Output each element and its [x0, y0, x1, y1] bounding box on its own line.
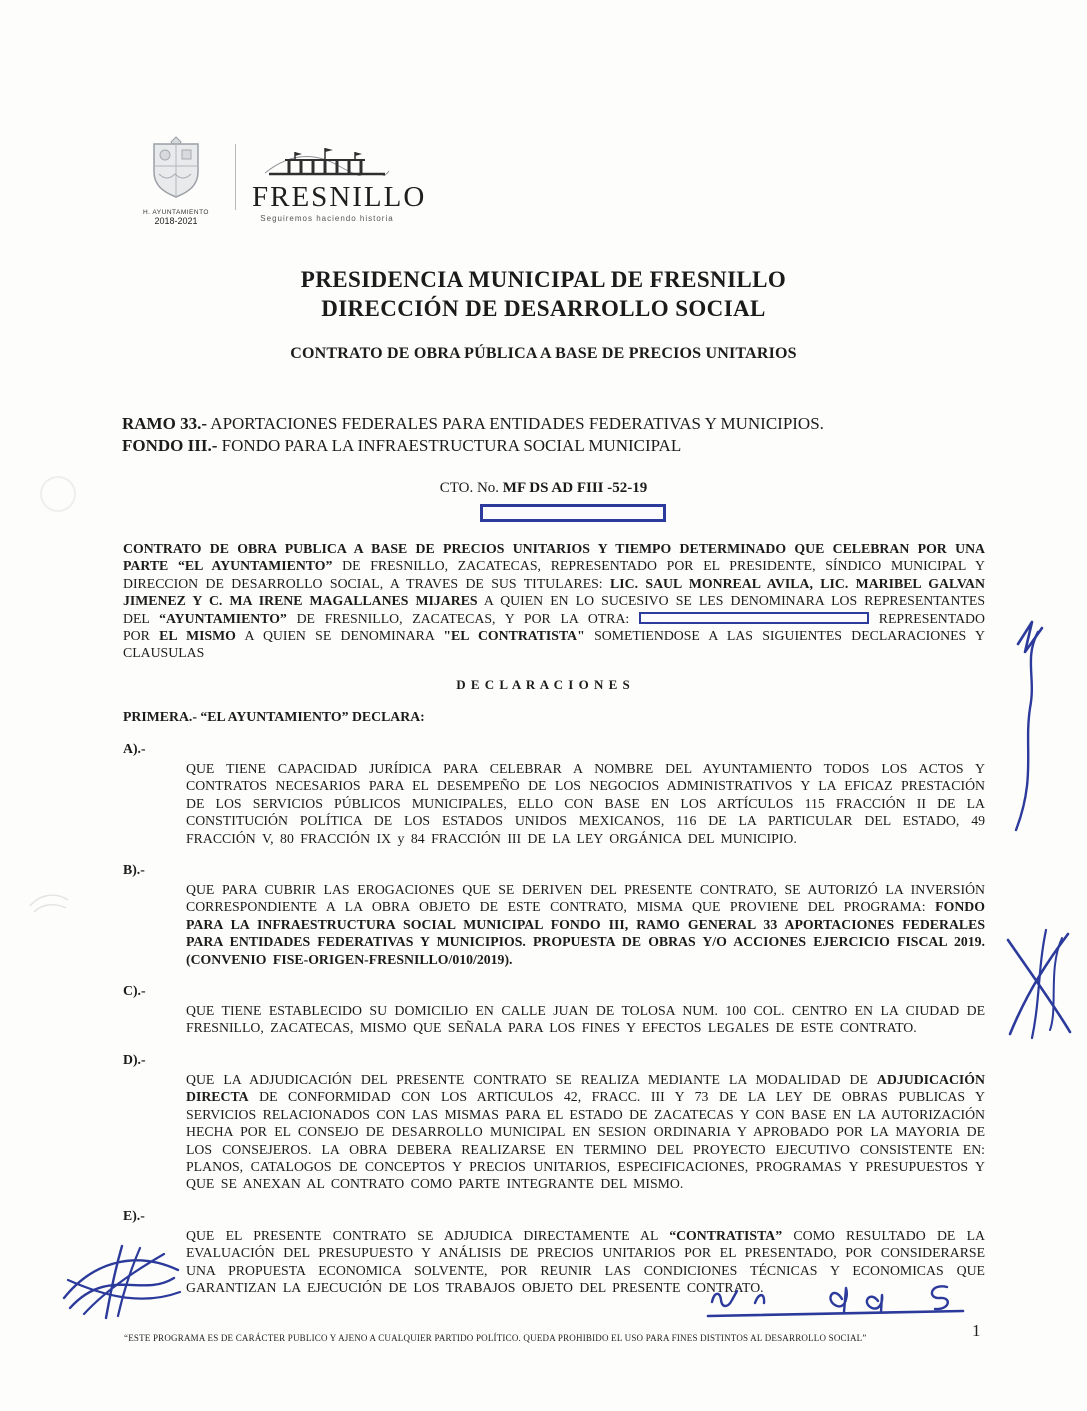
page-number: 1 — [972, 1321, 981, 1340]
cto-prefix: CTO. No. — [439, 480, 503, 496]
crest-caption: H. AYUNTAMIENTO — [142, 209, 209, 216]
bottom-right-signature-icon — [700, 1278, 975, 1322]
item-seg: QUE LA ADJUDICACIÓN DEL PRESENTE CONTRATO SE REALIZA MEDIANTE LA MODALIDAD DE — [186, 1071, 877, 1087]
item-seg: QUE TIENE ESTABLECIDO SU DOMICILIO EN CALLE JUAN DE TOLOSA NUM. 100 COL. CENTRO EN LA CIUDAD DE FRESNILLO, ZACATECAS, MISMO QUE SEÑALA PARA LOS FINES Y EFECTOS LEGALES DE ESTE CONTRATO. — [186, 1003, 985, 1036]
adjudicacion-directa-bold: ADJUDICACIÓN DIRECTA — [186, 1071, 985, 1105]
intro-seg: REPRESENTADO POR — [123, 610, 985, 644]
document-subtitle: CONTRATO DE OBRA PÚBLICA A BASE DE PRECIOS UNITARIOS — [290, 345, 797, 362]
margin-signature-icon — [992, 616, 1070, 840]
municipal-crest-block — [133, 136, 219, 226]
item-seg: QUE TIENE CAPACIDAD JURÍDICA PARA CELEBRAR A NOMBRE DEL AYUNTAMIENTO TODOS LOS ACTOS Y CONTRATOS NECESARIOS PARA EL DESEMPEÑO DE LOS NEGOCIOS ADMINISTRATIVOS Y LA EFICAZ PRESTACIÓN DE LOS SERVICIOS PÚBLICOS MUNICIPALES, ELLO CON BASE EN LOS ARTÍCULOS 115 FRACCIÓN II DE LA CONSTITUCIÓN POLÍTICA DE LOS ESTADOS UNIDOS MEXICANOS, 116 DE LA PARTICULAR DEL ESTADO, 49 FRACCIÓN V, 80 FRACCIÓN IX y 84 FRACCIÓN III DE LA LEY ORGÁNICA DEL MUNICIPIO. — [186, 761, 985, 846]
fresnillo-logo-block — [252, 140, 427, 223]
declarations-list — [123, 741, 985, 1311]
scan-smudge-artifact — [26, 886, 72, 916]
margin-scribble-signature-icon — [998, 928, 1080, 1040]
intro-seg: CONTRATO DE OBRA PUBLICA A BASE DE PRECIOS UNITARIOS Y TIEMPO DETERMINADO QUE CELEBRAN POR UNA PARTE — [123, 541, 985, 574]
program-name-bold: FONDO PARA LA INFRAESTRUCTURA SOCIAL MUNICIPAL FONDO III, RAMO GENERAL 33 APORTACIONES FEDERALES PARA ENTIDADES FEDERATIVAS Y MUNICIPIOS. PROPUESTA DE OBRAS Y/O ACCIONES EJERCICIO FISCAL 2019. (CONVENIO FISE-ORIGEN-FRESNILLO/010/2019). — [186, 899, 985, 967]
contratista-term: "EL CONTRATISTA" — [443, 628, 585, 644]
title-line-2: DIRECCIÓN DE DESARROLLO SOCIAL — [321, 296, 766, 321]
title-line-1: PRESIDENCIA MUNICIPAL DE FRESNILLO — [300, 267, 787, 292]
item-label: A).- — [123, 741, 146, 756]
intro-paragraph — [123, 540, 985, 662]
redaction-box-contract — [480, 504, 666, 522]
item-text — [123, 1071, 985, 1193]
primera-declara: PRIMERA.- “EL AYUNTAMIENTO” DECLARA: — [123, 709, 425, 724]
declaration-item-d — [123, 1052, 985, 1193]
item-text — [123, 881, 985, 968]
item-label: C).- — [123, 983, 146, 999]
document-title — [0, 265, 1087, 323]
ramo-text: APORTACIONES FEDERALES PARA ENTIDADES FEDERATIVAS Y MUNICIPIOS. — [206, 414, 824, 433]
officials-names: LIC. SAUL MONREAL AVILA, LIC. MARIBEL GALVAN JIMENEZ Y C. MA IRENE MAGALLANES MIJARES — [123, 575, 985, 609]
ramo-line — [122, 413, 986, 435]
ayuntamiento-term: “AYUNTAMIENTO” — [159, 610, 287, 626]
header-logos — [133, 136, 427, 226]
bottom-left-signature-icon — [56, 1240, 188, 1322]
item-text — [123, 1002, 985, 1037]
item-text — [123, 760, 985, 847]
scan-hole-artifact — [40, 476, 76, 512]
crest-years: 2018-2021 — [154, 216, 198, 226]
fresnillo-wordmark: FRESNILLO — [252, 181, 427, 213]
item-label: B).- — [123, 862, 145, 878]
intro-seg: A QUIEN EN LO SUCESIVO SE LES DENOMINARA LOS REPRESENTANTES DEL — [123, 593, 985, 626]
municipal-crest-logo — [145, 136, 207, 202]
fondo-text: FONDO PARA LA INFRAESTRUCTURA SOCIAL MUNICIPAL — [217, 436, 682, 455]
intro-seg: DE FRESNILLO, ZACATECAS, Y POR LA OTRA: — [286, 610, 640, 626]
intro-seg: A QUIEN SE DENOMINARA — [235, 628, 444, 644]
intro-seg: DE FRESNILLO, ZACATECAS, REPRESENTADO POR EL PRESIDENTE, SÍNDICO MUNICIPAL Y DIRECCION DE DESARROLLO SOCIAL, A TRAVES DE SUS TITULARES: — [123, 558, 986, 591]
item-seg: COMO RESULTADO DE LA EVALUACIÓN DEL PRESUPUESTO Y ANÁLISIS DE PRECIOS UNITARIOS POR EL PRESENTADO, POR CONSIDERARSE UNA PROPUESTA ECONOMICA SOLVENTE, POR REUNIR LAS CONDICIONES TÉCNICAS Y ECONOMICAS QUE GARANTIZAN LA EJECUCIÓN DE LOS TRABAJOS OBJETO DEL PRESENTE CONTRATO. — [186, 1227, 985, 1295]
contract-number-line — [0, 480, 1087, 497]
program-block — [122, 413, 986, 457]
footer-legend: “ESTE PROGRAMA ES DE CARÁCTER PUBLICO Y AJENO A CUALQUIER PARTIDO POLÍTICO. QUEDA PROHIBIDO EL USO PARA FINES DISTINTOS AL DESARROLLO SOCIAL” — [124, 1333, 867, 1343]
item-seg: QUE EL PRESENTE CONTRATO SE ADJUDICA DIRECTAMENTE AL — [186, 1227, 670, 1243]
declaration-item-b — [123, 862, 985, 968]
item-seg: QUE PARA CUBRIR LAS EROGACIONES QUE SE DERIVEN DEL PRESENTE CONTRATO, SE AUTORIZÓ LA INVERSIÓN CORRESPONDIENTE A LA OBRA OBJETO DE ESTE CONTRATO, MISMA QUE PROVIENE DEL PROGRAMA: — [186, 882, 985, 915]
declaration-item-c — [123, 983, 985, 1037]
declaration-item-a — [123, 741, 985, 847]
fresnillo-tagline: Seguiremos haciendo historia — [260, 214, 394, 223]
logo-divider — [235, 144, 236, 210]
fresnillo-building-icon — [261, 140, 393, 176]
item-seg: DE CONFORMIDAD CON LOS ARTICULOS 42, FRACC. III Y 73 DE LA LEY DE OBRAS PUBLICAS Y SERVICIOS RELACIONADOS CON LAS MISMAS PARA EL ESTADO DE ZACATECAS Y CON BASE EN LA AUTORIZACIÓN HECHA POR EL CONSEJO DE DESARROLLO MUNICIPAL EN SESION ORDINARIA Y APROBADO POR LA MAYORIA DE LOS CONSEJEROS. LA OBRA DEBERA REALIZARSE EN TERMINO DEL PROYECTO EJECUTIVO CONSISTENTE EN: PLANOS, CATALOGOS DE CONCEPTOS Y PRECIOS UNITARIOS, ESPECIFICACIONES, PROGRAMAS Y PRESUPUESTOS Y QUE SE ANEXAN AL CONTRATO COMO PARTE INTEGRANTE DEL MISMO. — [186, 1089, 985, 1192]
cto-number: MF DS AD FIII -52-19 — [502, 480, 648, 496]
item-label: E).- — [123, 1207, 145, 1223]
el-mismo-term: EL MISMO — [159, 628, 236, 644]
intro-seg: SOMETIENDOSE A LAS SIGUIENTES DECLARACIONES Y CLAUSULAS — [123, 628, 985, 661]
fondo-label: FONDO III.- — [122, 436, 218, 455]
item-label: D).- — [123, 1051, 146, 1067]
ayuntamiento-term: “EL AYUNTAMIENTO” — [178, 558, 333, 574]
redaction-box-contractor — [639, 612, 869, 624]
contratista-term: “CONTRATISTA” — [669, 1227, 783, 1243]
declarations-heading: D E C L A R A C I O N E S — [456, 677, 631, 692]
ramo-label: RAMO 33.- — [122, 414, 207, 433]
fondo-line — [122, 435, 986, 457]
